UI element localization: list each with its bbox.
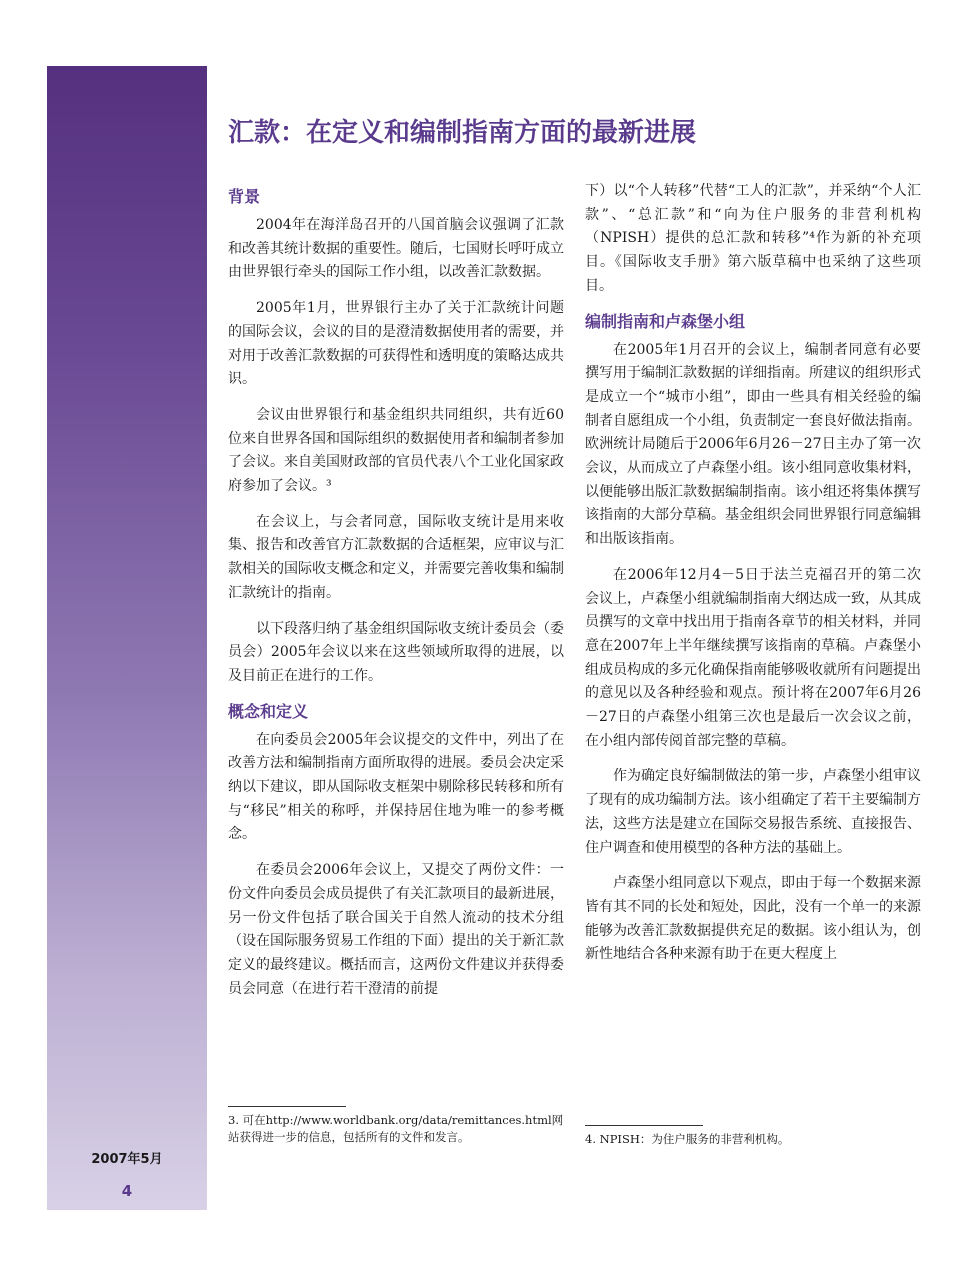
paragraph: 在会议上，与会者同意，国际收支统计是用来收集、报告和改善官方汇款数据的合适框架，应审议与汇款相关的国际收支概念和定义，并需要完善收集和编制汇款统计的指南。	[228, 513, 564, 601]
paragraph: 卢森堡小组同意以下观点，即由于每一个数据来源皆有其不同的长处和短处，因此，没有一个单一的来源能够为改善汇款数据提供充足的数据。该小组认为，创新性地结合各种来源有助于在更大程度上	[585, 875, 921, 963]
footnote-3: 3. 可在http://www.worldbank.org/data/remittances.html网站获得进一步的信息，包括所有的文件和发言。	[228, 1113, 564, 1144]
paragraph: 在向委员会2005年会议提交的文件中，列出了在改善方法和编制指南方面所取得的进展。委员会决定采纳以下建议，即从国际收支框架中剔除移民转移和所有与“移民”相关的称呼，并保持居住地为唯一的参考概念。	[228, 731, 564, 843]
section-heading-concepts: 概念和定义	[228, 701, 309, 721]
paragraph: 2004年在海洋岛召开的八国首脑会议强调了汇款和改善其统计数据的重要性。随后，七国财长呼吁成立由世界银行牵头的国际工作小组，以改善汇款数据。	[228, 217, 564, 281]
issue-date: 2007年5月	[91, 1152, 163, 1167]
footnote-4: 4. NPISH：为住户服务的非营利机构。	[585, 1132, 790, 1146]
paragraph: 2005年1月，世界银行主办了关于汇款统计问题的国际会议，会议的目的是澄清数据使用者的需要，并对用于改善汇款数据的可获得性和透明度的策略达成共识。	[228, 300, 564, 388]
left-column	[228, 180, 564, 1013]
paragraph: 以下段落归纳了基金组织国际收支统计委员会（委员会）2005年会议以来在这些领域所取得的进展，以及目前正在进行的工作。	[228, 620, 564, 684]
right-column	[585, 180, 921, 979]
paragraph: 在委员会2006年会议上，又提交了两份文件：一份文件向委员会成员提供了有关汇款项目的最新进展，另一份文件包括了联合国关于自然人流动的技术分组（设在国际服务贸易工作组的下面）提出的关于新汇款定义的最终建议。概括而言，这两份文件建议并获得委员会同意（在进行若干澄清的前提	[228, 862, 564, 997]
footnote-rule	[228, 1106, 346, 1107]
paragraph: 在2006年12月4－5日于法兰克福召开的第二次会议上，卢森堡小组就编制指南大纲达成一致，从其成员撰写的文章中找出用于指南各章节的相关材料，并同意在2007年上半年继续撰写该指南的草稿。卢森堡小组成员构成的多元化确保指南能够吸收就所有问题提出的意见以及各种经验和观点。预计将在2007年6月26－27日的卢森堡小组第三次也是最后一次会议之前，在小组内部传阅首部完整的草稿。	[585, 566, 921, 749]
section-heading-guide: 编制指南和卢森堡小组	[585, 311, 746, 331]
page-title: 汇款：在定义和编制指南方面的最新进展	[228, 118, 697, 148]
paragraph-continued: 下）以“个人转移”代替“工人的汇款”，并采纳“个人汇款”、“总汇款”和“向为住户服务的非营利机构（NPISH）提供的总汇款和转移”⁴作为新的补充项目。《国际收支手册》第六版草稿中也采纳了这些项目。	[585, 183, 921, 294]
page-number: 4	[121, 1182, 133, 1200]
paragraph: 会议由世界银行和基金组织共同组织，共有近60 位来自世界各国和国际组织的数据使用者和编制者参加了会议。来自美国财政部的官员代表八个工业化国家政府参加了会议。³	[228, 406, 564, 495]
footnote-rule	[585, 1125, 703, 1126]
paragraph: 作为确定良好编制做法的第一步，卢森堡小组审议了现有的成功编制方法。该小组确定了若干主要编制方法，这些方法是建立在国际交易报告系统、直接报告、住户调查和使用模型的各种方法的基础上。	[585, 768, 921, 856]
paragraph: 在2005年1月召开的会议上，编制者同意有必要撰写用于编制汇款数据的详细指南。所建议的组织形式是成立一个“城市小组”，即由一些具有相关经验的编制者自愿组成一个小组，负责制定一套良好做法指南。欧洲统计局随后于2006年6月26－27日主办了第一次会议，从而成立了卢森堡小组。该小组同意收集材料，以便能够出版汇款数据编制指南。该小组还将集体撰写该指南的大部分草稿。基金组织会同世界银行同意编辑和出版该指南。	[585, 341, 921, 548]
section-heading-background: 背景	[228, 187, 261, 206]
sidebar-band	[47, 66, 207, 1210]
